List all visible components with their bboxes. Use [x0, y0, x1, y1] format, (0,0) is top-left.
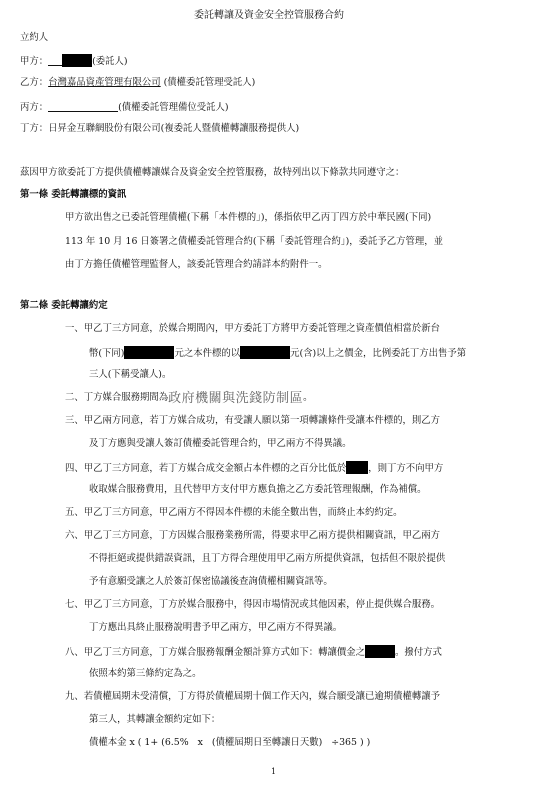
party-d-line: 丁方：日昇金互聯網股份有限公司(複委託人暨債權轉讓服務提供人)	[20, 123, 300, 134]
party-c-blank	[48, 100, 118, 112]
article1-line2: 113 年 10 月 16 日簽署之債權委託管理合約(下稱「委託管理合約」)，委託予乙方管理，並	[65, 236, 444, 247]
item4-post-text: ，則丁方不向甲方	[368, 463, 444, 474]
article1-heading: 第一條 委託轉讓標的資訊	[20, 189, 127, 200]
party-a-label: 甲方：	[20, 56, 49, 67]
item2-post-text: 。	[303, 392, 313, 403]
item2-watermark-stamp: 政府機關與洗錢防制區	[168, 391, 304, 406]
article2-heading: 第二條 委託轉讓約定	[20, 300, 108, 311]
item4-percent-redaction	[346, 461, 368, 474]
item1-price-redaction	[240, 346, 290, 359]
item8-fee-redaction	[365, 645, 395, 658]
item3-line1: 三、甲乙兩方同意，若丁方媒合成功，有受讓人願以第一項轉讓條件受讓本件標的，則乙方	[65, 415, 441, 426]
party-c-line	[20, 100, 229, 114]
item6-line1: 六、甲乙丁三方同意，丁方因媒合服務業務所需，得要求甲乙兩方提供相關資訊，甲乙兩方	[65, 530, 441, 541]
item6-line3: 予有意願受讓之人於簽訂保密協議後查詢債權相關資訊等。	[89, 576, 333, 587]
item4-line2: 收取媒合服務費用，且代替甲方支付甲方應負擔之乙方委託管理報酬，作為補償。	[89, 484, 427, 495]
item8-line1	[65, 645, 442, 659]
item7-line1: 七、甲乙丁三方同意，丁方於媒合服務中，得因市場情況或其他因素，停止提供媒合服務。	[65, 599, 441, 610]
party-a-role: (委託人)	[92, 56, 128, 67]
party-a-redaction	[62, 54, 92, 67]
page-number: 1	[271, 767, 277, 776]
item8-pre-text: 八、甲乙丁三方同意，丁方媒合服務報酬金額計算方式如下：轉讓價金之	[65, 647, 366, 658]
item4-line1	[65, 461, 443, 475]
item6-line2: 不得拒絕或提供錯誤資訊，且丁方得合理使用甲乙兩方所提供資訊，包括但不限於提供	[89, 553, 446, 564]
item8-post-text: 。撥付方式	[395, 647, 442, 658]
party-a-underline	[48, 54, 62, 66]
parties-heading: 立約人	[20, 32, 49, 43]
document-title: 委託轉讓及資金安全控管服務合約	[194, 10, 344, 21]
item2-line	[65, 392, 313, 406]
item4-pre-text: 四、甲乙丁三方同意，若丁方媒合成交金額占本件標的之百分比低於	[65, 463, 347, 474]
item9-line2: 第三人，其轉讓金額約定如下：	[89, 714, 221, 725]
item1-line2	[89, 346, 466, 360]
item1-mid-text: 元之本件標的以	[174, 348, 241, 359]
party-b-role: (債權委託管理受託人)	[163, 77, 256, 88]
item1-face-value-redaction	[124, 346, 174, 359]
party-c-label: 丙方：	[20, 102, 49, 113]
item1-line3: 三人(下稱受讓人)。	[89, 369, 172, 380]
article1-line1: 甲方欲出售之已委託管理債權(下稱「本件標的」)，係指依甲乙丙丁四方於中華民國(下同)	[65, 212, 432, 223]
item3-line2: 及丁方應與受讓人簽訂債權委託管理合約，甲乙兩方不得異議。	[89, 438, 352, 449]
item1-currency-prefix: 幣(下同)	[89, 348, 125, 359]
party-b-label: 乙方：	[20, 77, 49, 88]
article1-line3: 由丁方擔任債權管理監督人，該委託管理合約請詳本約附件一。	[65, 259, 328, 270]
item1-post-text: 元(含)以上之價金，比例委託丁方出售予第	[290, 348, 467, 359]
intro-paragraph: 茲因甲方欲委託丁方提供債權轉讓媒合及資金安全控管服務，故特列出以下條款共同遵守之：	[20, 167, 405, 178]
party-a-line	[20, 54, 128, 68]
party-c-role: (債權委託管理備位受託人)	[118, 102, 229, 113]
item2-pre-text: 二、丁方媒合服務期間為	[65, 392, 169, 403]
item7-line2: 丁方應出具終止服務說明書予甲乙兩方，甲乙兩方不得異議。	[89, 622, 343, 633]
party-b-line	[20, 77, 255, 89]
item8-line2: 依照本約第三條約定為之。	[89, 668, 202, 679]
item9-line1: 九、若債權屆期未受清償，丁方得於債權屆期十個工作天內，媒合願受讓已逾期債權轉讓予	[65, 691, 441, 702]
item1-line1: 一、甲乙丁三方同意，於媒合期間內，甲方委託丁方將甲方委託管理之資產價值相當於新台	[65, 323, 441, 334]
item5-line: 五、甲乙丁三方同意，甲乙兩方不得因本件標的未能全數出售，而終止本約約定。	[65, 507, 403, 518]
item9-formula: 債權本金 x ( 1+ (6.5% x (債權屆期日至轉讓日天數) ÷365 ) )	[89, 737, 371, 748]
party-b-name: 台灣嘉品資產管理有限公司	[48, 77, 161, 88]
